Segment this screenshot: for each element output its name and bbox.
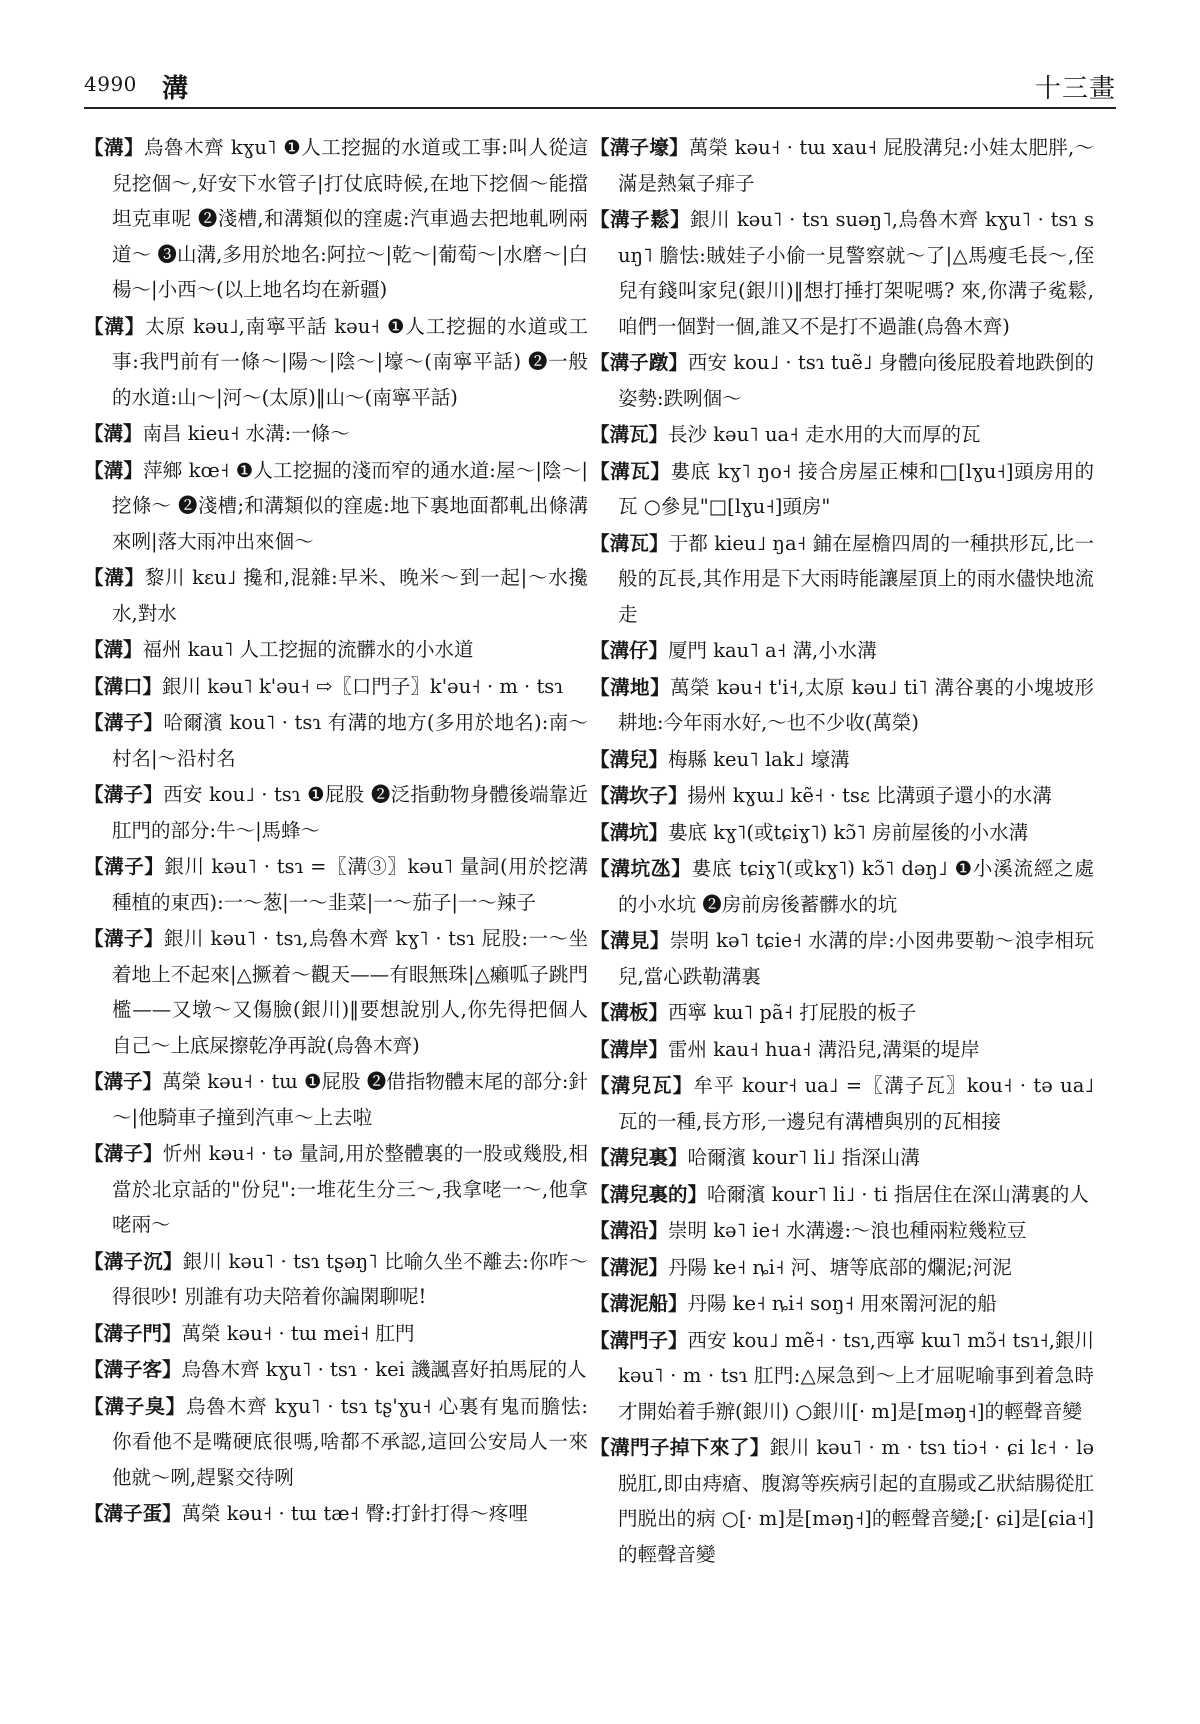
entry-headword: 【溝兒】 — [590, 747, 669, 771]
dictionary-entry — [590, 742, 1094, 778]
dictionary-entry — [590, 1140, 1094, 1176]
entry-definition: 丹陽 ke˧ ȵi˧ soŋ˧ 用來罱河泥的船 — [687, 1292, 997, 1315]
dictionary-entry — [84, 921, 588, 1063]
entry-definition: 銀川 kəu˥ · tsɿ suəŋ˥,烏魯木齊 kɣu˥ · tsɿ suŋ˥ 膽怯:賊娃子小偷一見警察就～了|△馬瘦毛長～,侄兒有錢叫家兒(銀川)‖想打捶打架呢嗎? 來,你溝子㝹鬆,咱們一個對一個,誰又不是打不過誰(烏魯木齊) — [618, 208, 1094, 338]
entry-headword: 【溝】 — [84, 314, 146, 338]
dictionary-entry — [84, 560, 588, 631]
dictionary-entry — [590, 1177, 1094, 1213]
entry-headword: 【溝子】 — [84, 927, 164, 950]
left-column — [84, 130, 588, 1533]
entry-definition: 銀川 kəu˥ · m · tsɿ tiɔ˧ · ɕi lɛ˧ · lə 脱肛,即由痔瘡、腹瀉等疾病引起的直腸或乙狀結腸從肛門脱出的病 ○[· m]是[məŋ˧]的輕聲音變;[· ɕi]是[ɕia˧]的輕聲音變 — [618, 1436, 1094, 1566]
entry-definition: 太原 kəu˩,南寧平話 kəu˧ ❶人工挖掘的水道或工事:我門前有一條～|陽～|陰～|壕～(南寧平話) ❷一般的水道:山～|河～(太原)‖山～(南寧平話) — [112, 314, 588, 409]
entry-definition: 于都 kieu˩ ŋa˧ 鋪在屋檐四周的一種拱形瓦,比一般的瓦長,其作用是下大雨時能讓屋頂上的雨水儘快地流走 — [618, 531, 1094, 626]
entry-headword: 【溝子沉】 — [84, 1249, 183, 1273]
dictionary-entry — [84, 453, 588, 560]
stroke-count-label: 十三畫 — [1034, 74, 1116, 104]
entry-headword: 【溝瓦】 — [590, 423, 669, 446]
entry-definition: 婁底 kɣ˥ ŋo˧ 接合房屋正棟和□[lɣu˧]頭房用的瓦 ○參見"□[lɣu˧]頭房" — [618, 459, 1094, 518]
entry-headword: 【溝】 — [84, 458, 143, 482]
dictionary-entry — [590, 778, 1094, 814]
dictionary-entry — [84, 309, 588, 416]
entry-definition: 婁底 kɣ˥(或tɕiɣ˥) kɔ̃˥ 房前屋後的小水溝 — [668, 820, 1029, 844]
entry-definition: 崇明 kə˥ tɕie˧ 水溝的岸:小囡弗要勒～浪孛相玩兒,當心跌勒溝裏 — [618, 929, 1094, 988]
dictionary-entry — [590, 130, 1094, 201]
entry-headword: 【溝泥船】 — [590, 1292, 688, 1315]
entry-definition: 西寧 kɯ˥ pã˧ 打屁股的板子 — [668, 1001, 917, 1024]
entry-definition: 萬榮 kəu˧ · tɯ tæ˧ 臀:打針打得～疼哩 — [181, 1502, 528, 1525]
dictionary-entry — [84, 632, 588, 668]
page-header — [84, 70, 1116, 110]
dictionary-entry — [84, 777, 588, 848]
entry-headword: 【溝子】 — [84, 855, 165, 878]
entry-headword: 【溝見】 — [590, 929, 670, 952]
page-number: 4990 — [84, 72, 137, 96]
dictionary-entry — [84, 1136, 588, 1243]
entry-headword: 【溝岸】 — [590, 1037, 669, 1061]
entry-definition: 哈爾濱 kour˥ li˩ · ti 指居住在深山溝裏的人 — [707, 1182, 1089, 1206]
entry-definition: 銀川 kəu˥ · tsɿ,烏魯木齊 kɣ˥ · tsɿ 屁股:一～坐着地上不起來|△撅着～觀天——有眼無珠|△癩呱子跳門檻——又墩～又傷臉(銀川)‖要想說別人,你先得把個人自己～上底屎擦乾净再說(烏魯木齊) — [112, 927, 588, 1057]
dictionary-entry — [84, 849, 588, 920]
entry-headword: 【溝】 — [84, 566, 145, 589]
dictionary-entry — [84, 1244, 588, 1315]
header-rule — [84, 107, 1116, 109]
dictionary-entry — [590, 1213, 1094, 1249]
dictionary-entry — [590, 633, 1094, 669]
entry-headword: 【溝子蹾】 — [590, 351, 688, 374]
entry-definition: 忻州 kəu˧ · tə 量詞,用於整體裏的一股或幾股,相當於北京話的"份兒":一堆花生分三～,我拿咾一～,他拿咾兩～ — [112, 1142, 588, 1236]
entry-headword: 【溝門子掉下來了】 — [590, 1436, 770, 1459]
dictionary-entry — [84, 1389, 588, 1496]
entry-headword: 【溝泥】 — [590, 1255, 669, 1279]
dictionary-entry — [590, 670, 1094, 741]
entry-definition: 丹陽 ke˧ ȵi˧ 河、塘等底部的爛泥;河泥 — [668, 1255, 1012, 1279]
running-head-character: 溝 — [162, 74, 189, 104]
entry-headword: 【溝子蛋】 — [84, 1502, 182, 1525]
entry-definition: 揚州 kɣɯ˩ kẽ˧ · tsɛ 比溝頭子還小的水溝 — [687, 784, 1052, 807]
entry-definition: 黎川 kɛu˩ 攙和,混雜:早米、晚米～到一起|～水攙水,對水 — [112, 566, 588, 625]
entry-definition: 西安 kou˩ · tsɿ tuẽ˩ 身體向後屁股着地跌倒的姿勢:跌咧個～ — [618, 351, 1094, 410]
entry-headword: 【溝板】 — [590, 1001, 669, 1024]
entry-headword: 【溝子鬆】 — [590, 208, 691, 231]
entry-headword: 【溝】 — [84, 638, 143, 661]
right-column — [590, 130, 1094, 1573]
dictionary-entry — [84, 416, 588, 452]
entry-headword: 【溝】 — [84, 422, 143, 445]
dictionary-entry — [84, 1316, 588, 1352]
entry-headword: 【溝仔】 — [590, 639, 669, 662]
entry-headword: 【溝子】 — [84, 1142, 163, 1165]
entry-headword: 【溝坑】 — [590, 820, 669, 844]
dictionary-entry — [590, 995, 1094, 1031]
entry-headword: 【溝地】 — [590, 675, 671, 699]
entry-headword: 【溝子】 — [84, 1070, 163, 1093]
entry-definition: 厦門 kau˥ a˧ 溝,小水溝 — [668, 639, 877, 662]
entry-definition: 哈爾濱 kour˥ li˩ 指深山溝 — [687, 1146, 920, 1169]
entry-definition: 萬榮 kəu˧ · tɯ mei˧ 肛門 — [181, 1321, 415, 1345]
entry-headword: 【溝子壕】 — [590, 136, 689, 159]
entry-headword: 【溝門子】 — [590, 1328, 688, 1352]
entry-definition: 福州 kau˥ 人工挖掘的流髒水的小水道 — [142, 638, 474, 661]
entry-headword: 【溝沿】 — [590, 1219, 669, 1242]
entry-definition: 牟平 kour˧ ua˩ =〖溝子瓦〗kou˧ · tə ua˩ 瓦的一種,長方形,一邊兒有溝槽與別的瓦相接 — [618, 1074, 1094, 1133]
entry-headword: 【溝子客】 — [84, 1358, 182, 1381]
dictionary-entry — [84, 1352, 588, 1388]
entry-headword: 【溝子門】 — [84, 1321, 182, 1345]
dictionary-entry — [590, 851, 1094, 922]
entry-headword: 【溝坎子】 — [590, 784, 688, 807]
entry-headword: 【溝口】 — [84, 674, 163, 698]
entry-definition: 銀川 kəu˥ · tsɿ tʂəŋ˥ 比喻久坐不離去:你咋～得很吵! 別誰有功夫陪着你諞閑聊呢! — [112, 1249, 588, 1308]
dictionary-entry — [590, 1286, 1094, 1322]
dictionary-entry — [590, 345, 1094, 416]
entry-definition: 烏魯木齊 kɣu˥ · tsɿ · kei 譏諷喜好拍馬屁的人 — [181, 1358, 587, 1381]
entry-definition: 銀川 kəu˥ · tsɿ =〖溝③〗kəu˥ 量詞(用於挖溝種植的東西):一～葱|一～韭菜|一～茄子|一～辣子 — [112, 855, 588, 914]
entry-definition: 崇明 kə˥ ie˧ 水溝邊:～浪也種兩粒幾粒豆 — [668, 1219, 1027, 1242]
entry-headword: 【溝兒瓦】 — [590, 1074, 694, 1097]
entry-definition: 長沙 kəu˥ ua˧ 走水用的大而厚的瓦 — [668, 423, 981, 446]
entry-definition: 萍鄉 kœ˧ ❶人工挖掘的淺而窄的通水道:屋～|陰～|挖條～ ❷淺槽;和溝類似的窪處:地下裏地面都軋出條溝來咧|落大雨冲出來個～ — [112, 458, 588, 553]
entry-definition: 梅縣 keu˥ lak˩ 壕溝 — [668, 747, 850, 771]
entry-definition: 哈爾濱 kou˥ · tsɿ 有溝的地方(多用於地名):南～村名|～沿村名 — [112, 711, 588, 770]
dictionary-entry — [590, 202, 1094, 344]
dictionary-entry — [590, 526, 1094, 633]
entry-headword: 【溝子】 — [84, 711, 164, 734]
dictionary-entry — [590, 417, 1094, 453]
dictionary-entry — [84, 669, 588, 705]
entry-headword: 【溝子】 — [84, 783, 164, 806]
dictionary-entry — [84, 1064, 588, 1135]
entry-headword: 【溝子臭】 — [84, 1394, 186, 1418]
entry-definition: 雷州 kau˧ hua˧ 溝沿兒,溝渠的堤岸 — [668, 1037, 980, 1061]
entry-headword: 【溝坑氹】 — [590, 857, 692, 880]
dictionary-entry — [84, 130, 588, 308]
dictionary-entry — [590, 1430, 1094, 1572]
dictionary-entry — [590, 1250, 1094, 1286]
dictionary-entry — [590, 1032, 1094, 1068]
entry-definition: 南昌 kieu˧ 水溝:一條～ — [142, 422, 350, 445]
entry-definition: 萬榮 kəu˧ · tɯ xau˧ 屁股溝兒:小娃太肥胖,～滿是熱氣子痱子 — [618, 136, 1094, 195]
entry-definition: 萬榮 kəu˧ · tɯ ❶屁股 ❷借指物體末尾的部分:針～|他騎車子撞到汽車～上去啦 — [112, 1070, 588, 1129]
entry-definition: 西安 kou˩ · tsɿ ❶屁股 ❷泛指動物身體後端靠近肛門的部分:牛～|馬蜂～ — [112, 783, 588, 842]
dictionary-entry — [590, 1323, 1094, 1430]
dictionary-entry — [590, 923, 1094, 994]
entry-definition: 西安 kou˩ mẽ˧ · tsɿ,西寧 kɯ˥ mɔ̃˧ tsɿ˧,銀川 kəu˥ · m · tsɿ 肛門:△屎急到～上才屈呢喻事到着急時才開始着手辦(銀川) ○銀川[· m]是[məŋ˧]的輕聲音變 — [618, 1328, 1094, 1423]
entry-definition: 婁底 tɕiɣ˥(或kɣ˥) kɔ̃˥ dəŋ˩ ❶小溪流經之處的小水坑 ❷房前房後蓄髒水的坑 — [618, 857, 1094, 916]
entry-headword: 【溝瓦】 — [590, 459, 671, 483]
entry-definition: 烏魯木齊 kɣu˥ ❶人工挖掘的水道或工事:叫人從這兒挖個～,好安下水管子|打仗底時候,在地下挖個～能擋坦克車呢 ❷淺槽,和溝類似的窪處:汽車過去把地軋咧兩道～ ❸山溝,多用於地名:阿拉～|乾～|葡萄～|水磨～|白楊～|小西～(以上地名均在新疆) — [112, 136, 588, 301]
entry-definition: 銀川 kəu˥ k'əu˧ ⇨〖口門子〗k'əu˧ · m · tsɿ — [162, 674, 564, 698]
dictionary-entry — [84, 705, 588, 776]
entry-headword: 【溝兒裏的】 — [590, 1182, 708, 1206]
dictionary-entry — [590, 1068, 1094, 1139]
entry-headword: 【溝】 — [84, 136, 145, 159]
entry-headword: 【溝瓦】 — [590, 531, 669, 555]
dictionary-entry — [590, 454, 1094, 525]
entry-definition: 烏魯木齊 kɣu˥ · tsɿ tʂ'ɣu˧ 心裏有鬼而膽怯:你看他不是嘴硬底很嗎,啥都不承認,這回公安局人一來他就～咧,趕緊交待咧 — [112, 1394, 588, 1489]
entry-headword: 【溝兒裏】 — [590, 1146, 688, 1169]
entry-definition: 萬榮 kəu˧ t'i˧,太原 kəu˩ ti˥ 溝谷裏的小塊坡形耕地:今年雨水好,～也不少收(萬榮) — [618, 675, 1094, 734]
dictionary-entry — [590, 815, 1094, 851]
dictionary-entry — [84, 1496, 588, 1532]
